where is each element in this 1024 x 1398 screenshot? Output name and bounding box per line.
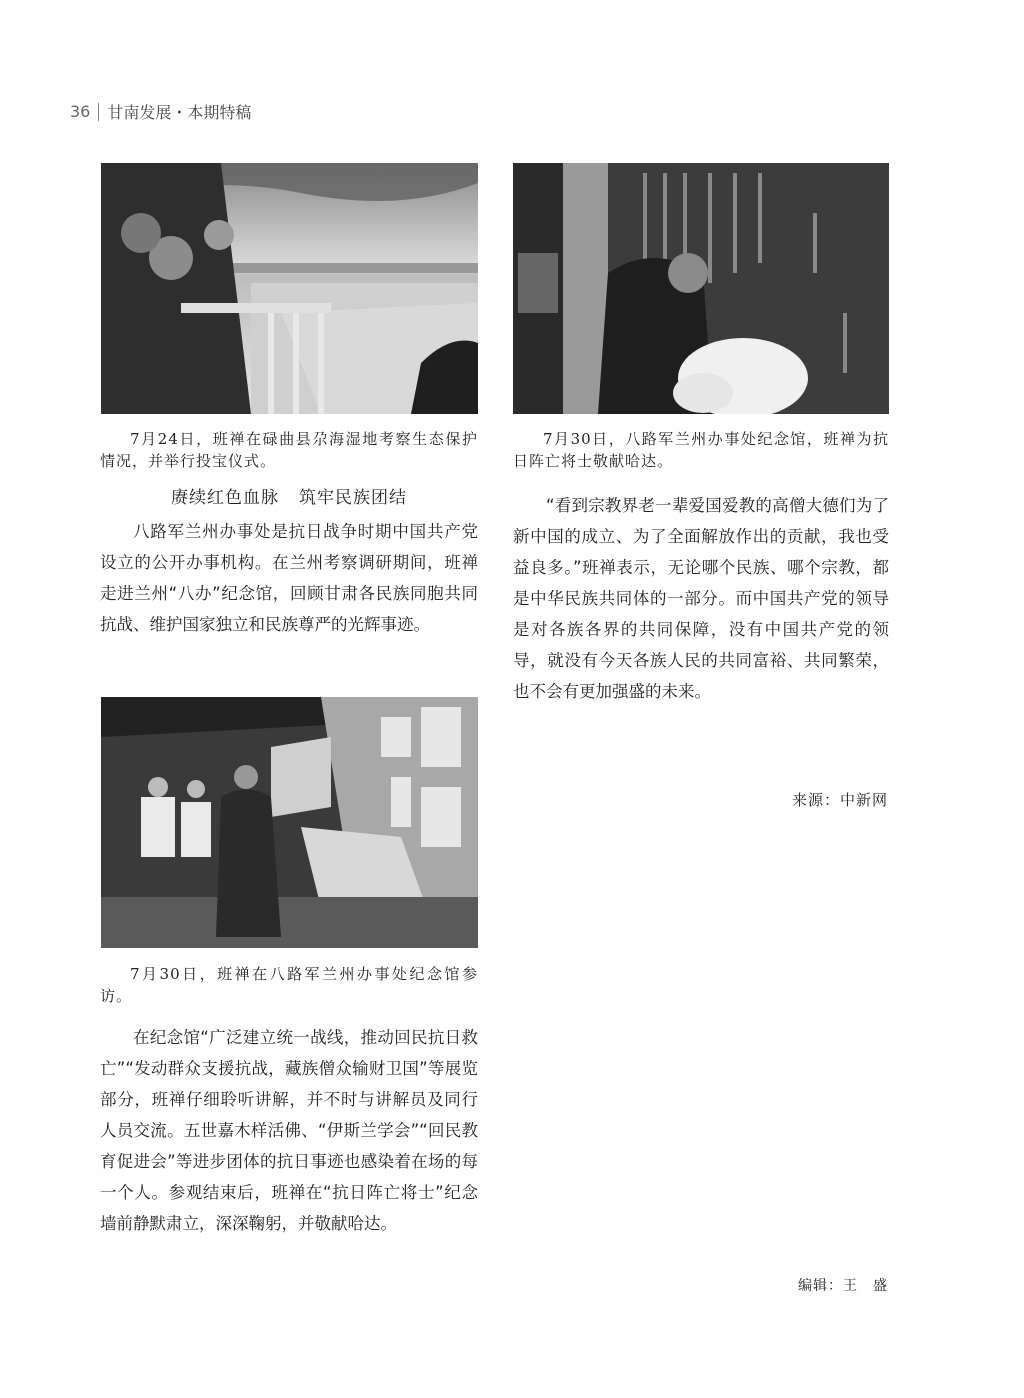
subheading-part-1: 赓续红色血脉 xyxy=(171,488,279,508)
body-paragraph-1: 八路军兰州办事处是抗日战争时期中国共产党设立的公开办事机构。在兰州考察调研期间，班禅走进兰州“八办”纪念馆，回顾甘肃各民族同胞共同抗战、维护国家独立和民族尊严的光辉事迹。 xyxy=(100,522,478,634)
subheading-part-2: 筑牢民族团结 xyxy=(299,488,407,508)
museum-visit-caption: 7月30日，班禅在八路军兰州办事处纪念馆参访。 xyxy=(100,965,478,1005)
header-divider xyxy=(98,103,99,121)
editor-credit: 编辑：王 盛 xyxy=(798,1278,888,1294)
wetland-caption: 7月24日，班禅在碌曲县尕海湿地考察生态保护情况，并举行投宝仪式。 xyxy=(100,430,478,470)
body-paragraph-2: 在纪念馆“广泛建立统一战线，推动回民抗日救亡”“发动群众支援抗战，藏族僧众输财卫国”等展览部分，班禅仔细聆听讲解，并不时与讲解员及同行人员交流。五世嘉木样活佛、“伊斯兰学会”“回民教育促进会”等进步团体的抗日事迹也感染着在场的每一个人。参观结束后，班禅在“抗日阵亡将士”纪念墙前静默肃立，深深鞠躬，并敬献哈达。 xyxy=(100,1028,478,1233)
body-paragraph-3: “看到宗教界老一辈爱国爱教的高僧大德们为了新中国的成立、为了全面解放作出的贡献，我也受益良多。”班禅表示，无论哪个民族、哪个宗教，都是中华民族共同体的一部分。而中国共产党的领导是对各族各界的共同保障，没有中国共产党的领导，就没有今天各族人民的共同富裕、共同繁荣，也不会有更加强盛的未来。 xyxy=(513,496,889,701)
section-title: 甘南发展・本期特稿 xyxy=(107,103,252,122)
wetland-photo xyxy=(101,163,478,414)
memorial-wall-photo xyxy=(513,163,889,414)
museum-visit-photo xyxy=(101,697,478,948)
page-header xyxy=(70,100,251,123)
page-number: 36 xyxy=(70,102,91,121)
section-subheading xyxy=(100,483,478,508)
source-credit: 来源：中新网 xyxy=(791,791,888,809)
memorial-wall-caption: 7月30日，八路军兰州办事处纪念馆，班禅为抗日阵亡将士敬献哈达。 xyxy=(513,430,889,470)
